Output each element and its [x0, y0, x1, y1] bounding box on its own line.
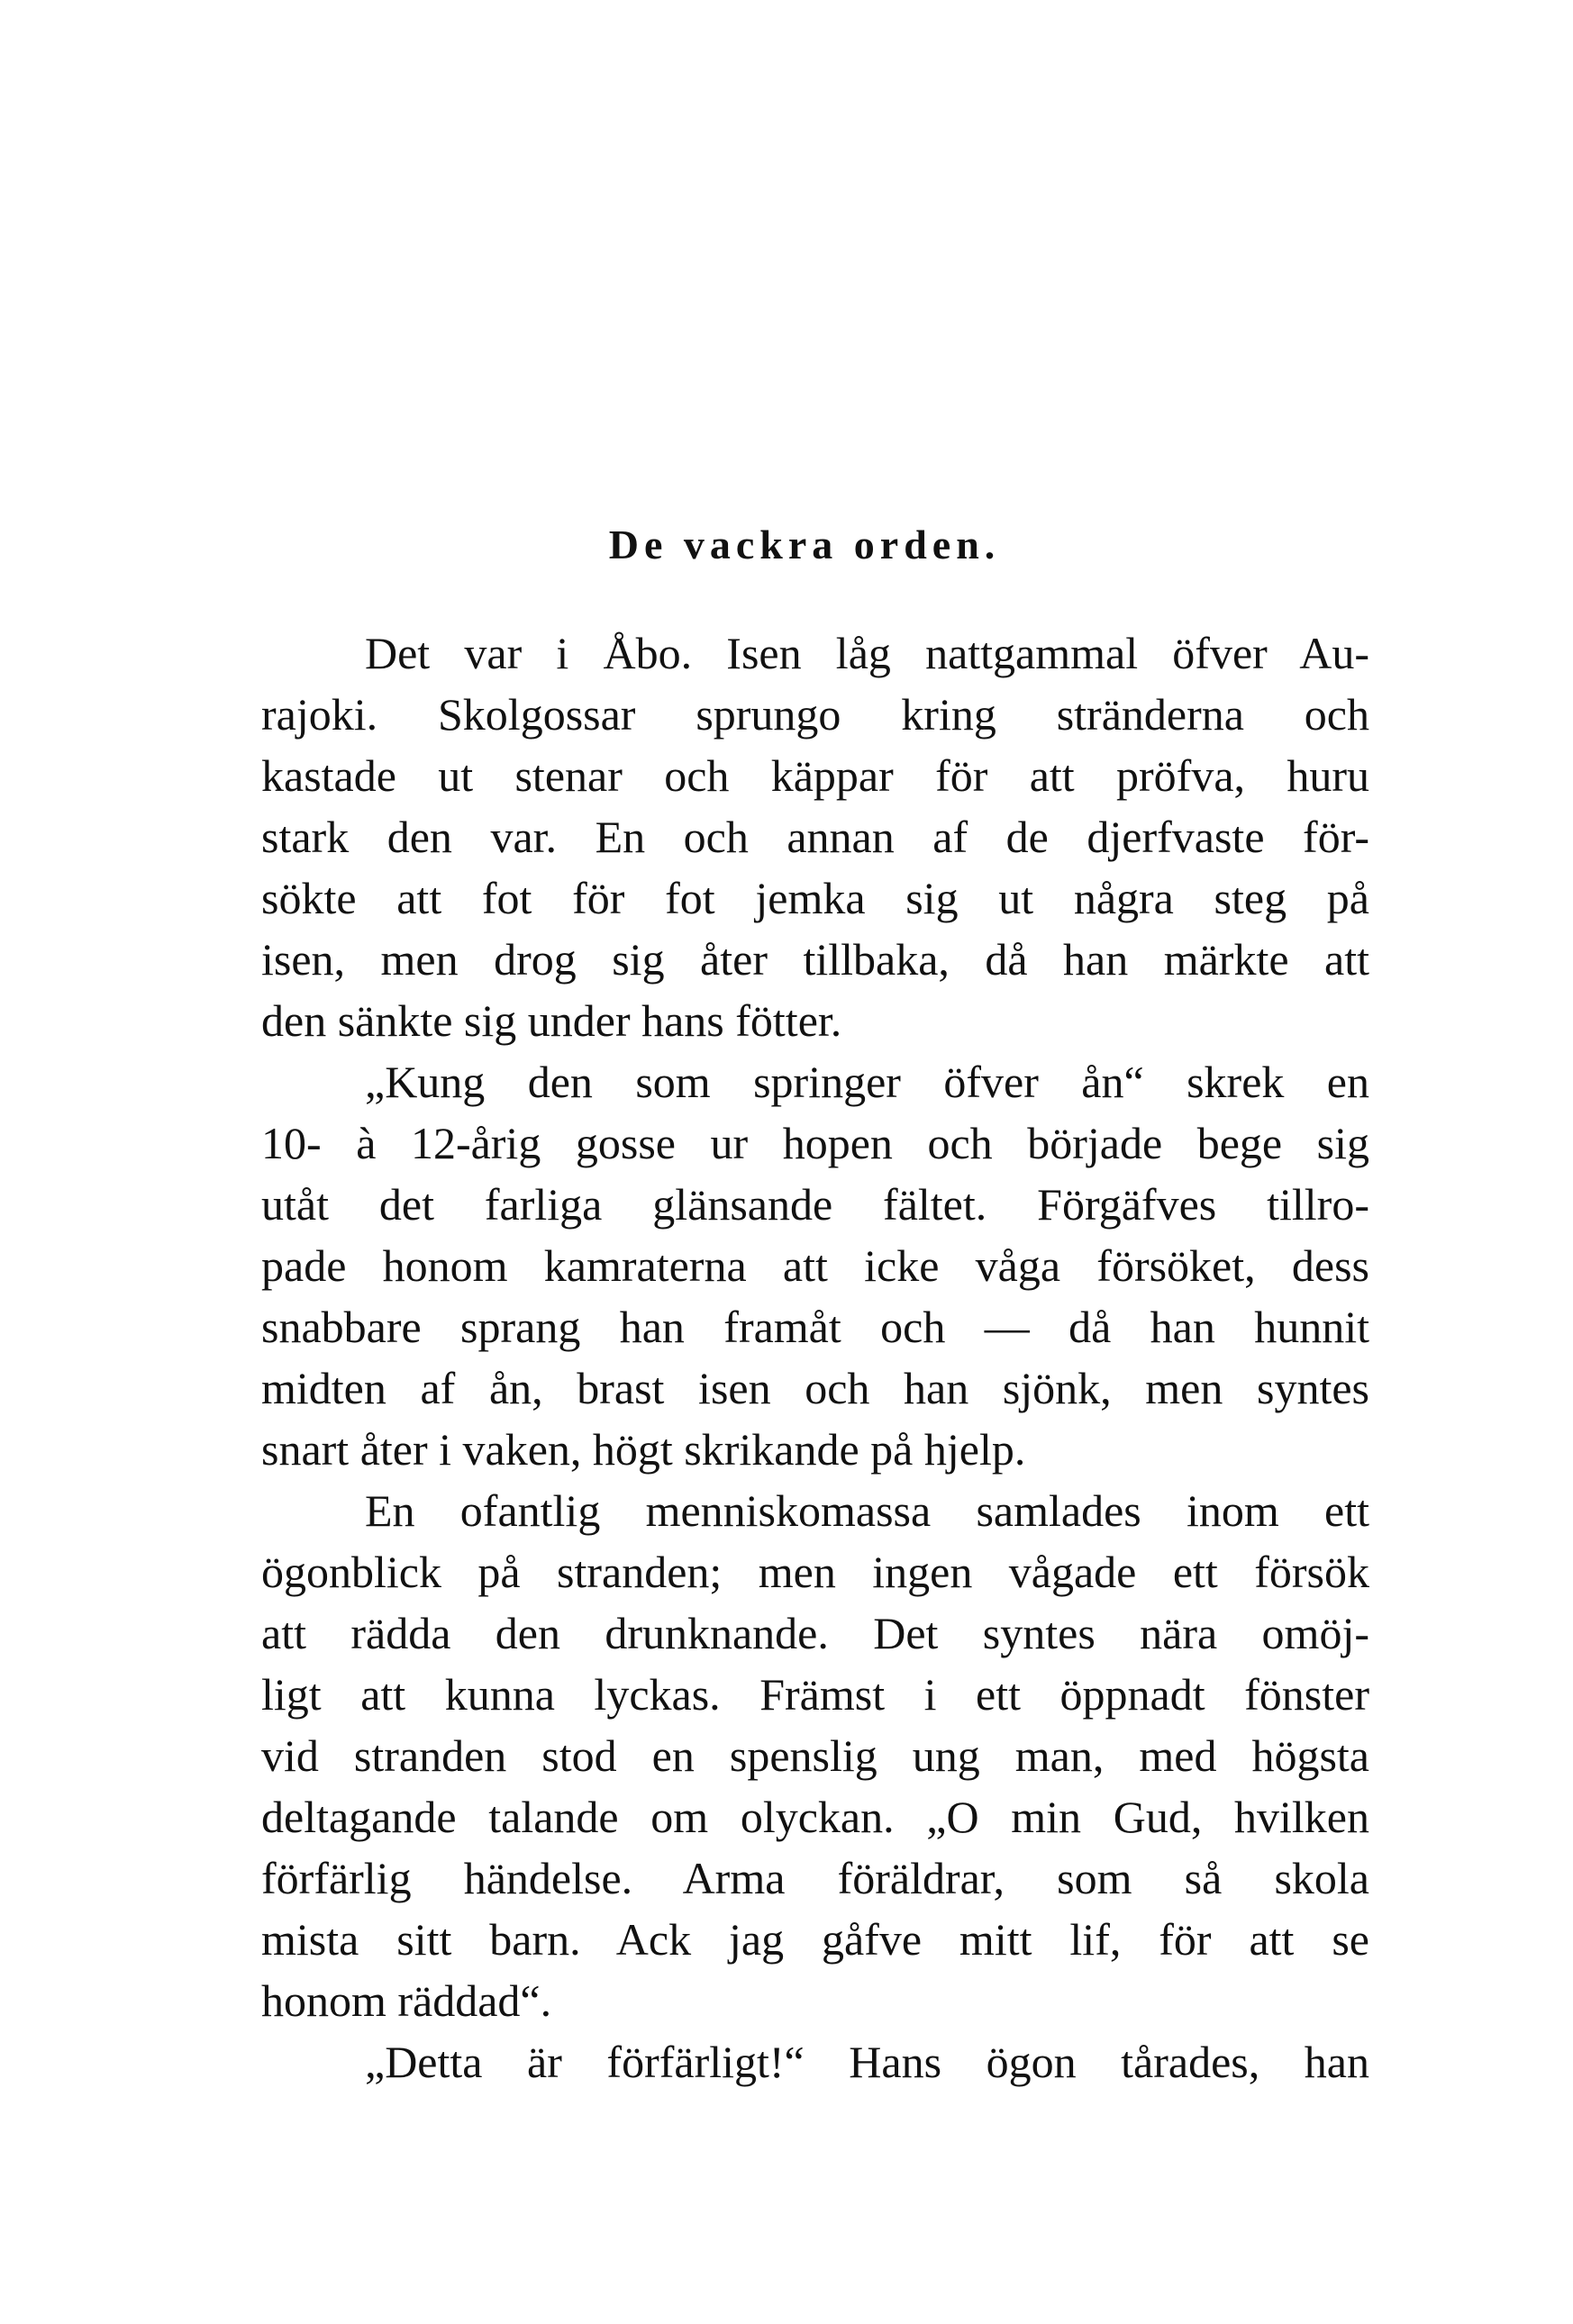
text-line: vid stranden stod en spenslig ung man, med högsta — [261, 1730, 1369, 1781]
text-line: ögonblick på stranden; men ingen vågade ett försök — [261, 1547, 1369, 1597]
text-line: att rädda den drunknande. Det syntes nära omöj- — [261, 1608, 1369, 1658]
text-line: „Kung den som springer öfver ån“ skrek en — [365, 1057, 1369, 1107]
text-line: mista sitt barn. Ack jag gåfve mitt lif, för att se — [261, 1914, 1369, 1965]
text-line: stark den var. En och annan af de djerfvaste för- — [261, 812, 1369, 862]
text-line: ligt att kunna lyckas. Främst i ett öppnadt fönster — [261, 1669, 1369, 1720]
text-line: snabbare sprang han framåt och — då han hunnit — [261, 1302, 1369, 1352]
text-line: snart åter i vaken, högt skrikande på hjelp. — [261, 1424, 1026, 1475]
text-line: 10- à 12-årig gosse ur hopen och började bege sig — [261, 1118, 1369, 1168]
text-line: kastade ut stenar och käppar för att pröfva, huru — [261, 750, 1369, 801]
chapter-title: De vackra orden. — [608, 522, 1001, 567]
text-line: midten af ån, brast isen och han sjönk, men syntes — [261, 1363, 1369, 1413]
text-line: rajoki. Skolgossar sprungo kring stränderna och — [261, 689, 1369, 740]
text-line: förfärlig händelse. Arma föräldrar, som så skola — [261, 1853, 1369, 1903]
text-line: den sänkte sig under hans fötter. — [261, 995, 842, 1046]
text-line: utåt det farliga glänsande fältet. Förgäfves tillro- — [261, 1179, 1369, 1230]
text-line: pade honom kamraterna att icke våga försöket, dess — [261, 1240, 1369, 1291]
text-line: isen, men drog sig åter tillbaka, då han märkte att — [261, 934, 1369, 985]
text-line: honom räddad“. — [261, 1975, 552, 2026]
text-line: deltagande talande om olyckan. „O min Gud, hvilken — [261, 1792, 1369, 1842]
text-line: „Detta är förfärligt!“ Hans ögon tårades, han — [365, 2037, 1369, 2087]
text-line: En ofantlig menniskomassa samlades inom ett — [365, 1485, 1369, 1536]
text-line: Det var i Åbo. Isen låg nattgammal öfver Au- — [365, 628, 1369, 678]
text-line: sökte att fot för fot jemka sig ut några steg på — [261, 873, 1369, 923]
